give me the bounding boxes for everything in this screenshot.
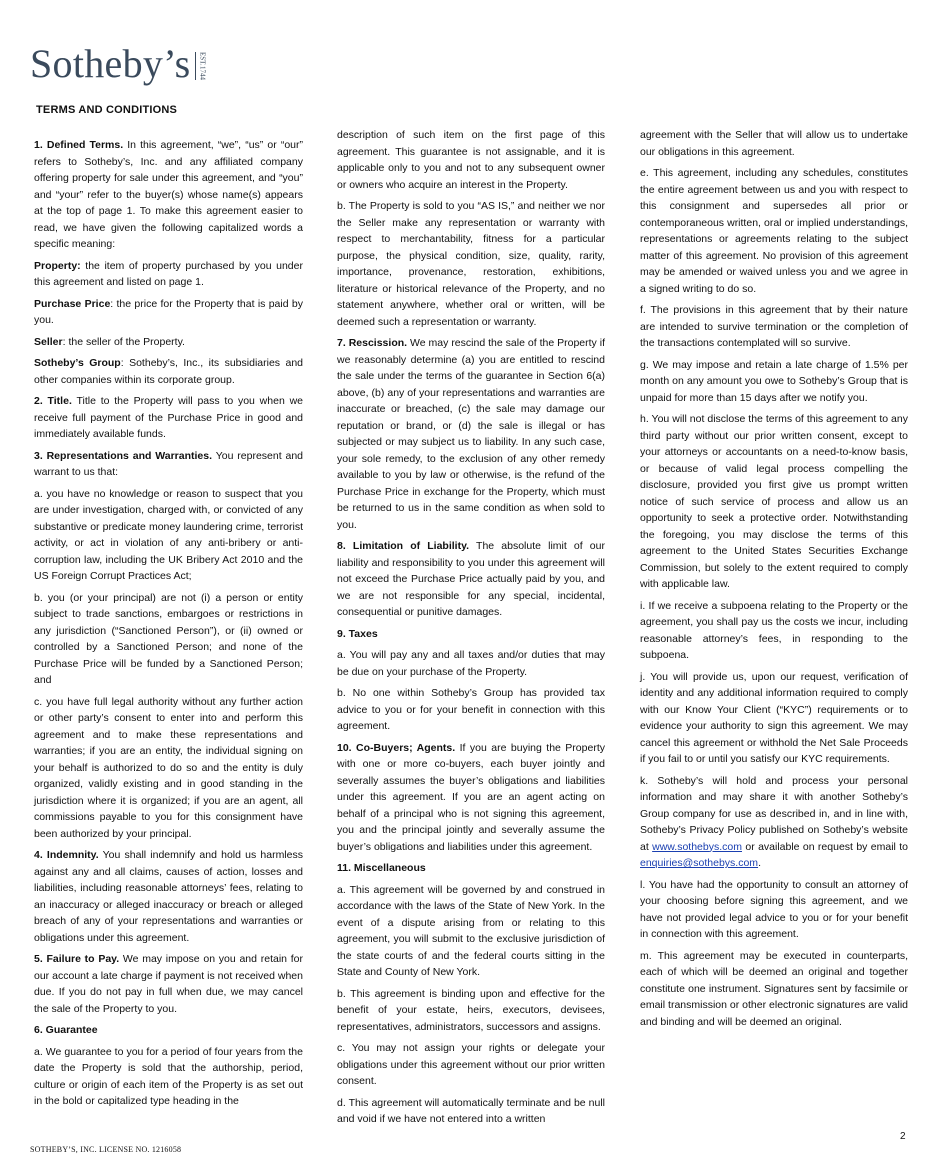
clause-11k: k. Sotheby’s will hold and process your personal information and may share it with another Sotheby’s Group company for use as described in, and in line with, Sotheby’s Privacy Policy published on Sotheby’s website at www.sothebys.com or available on request by email to enquiries@sothebys.com. — [640, 774, 908, 869]
clause-11f: f. The provisions in this agreement that by their nature are intended to survive termination or the completion of the transactions contemplated will so survive. — [640, 304, 908, 349]
logo-established — [195, 52, 206, 80]
logo-wordmark: Sotheby’s — [30, 41, 191, 86]
clause-11m: m. This agreement may be executed in counterparts, each of which will be deemed an original and together constitute one instrument. Signatures sent by facsimile or email transmission or other electronic signatures are valid and binding and will be deemed an original. — [640, 949, 908, 1028]
clause-1: 1. Defined Terms. In this agreement, “we”, “us” or “our” refers to Sotheby’s, Inc. and any affiliated company offering property for sale under this agreement, and “you” and “your” refer to the buyer(s) whose name(s) appears at the top of page 1. To make this agreement easier to read, we have given the following capitalized words a specific meaning: — [34, 139, 303, 250]
column-2 — [337, 127, 605, 1133]
clause-11i: i. If we receive a subpoena relating to the Property or the agreement, you shall pay us the costs we incur, including reasonable attorney’s fees, in responding to the subpoena. — [640, 599, 908, 661]
page-heading: TERMS AND CONDITIONS — [36, 104, 178, 116]
clause-11a: a. This agreement will be governed by and construed in accordance with the laws of the State of New York. In the event of a dispute arising from or relating to this agreement, you will submit to the exclusive jurisdiction of the state courts of and the federal courts sitting in the State and County of New York. — [337, 883, 605, 978]
clause-9: 9. Taxes — [337, 627, 378, 640]
clause-6b: b. The Property is sold to you “AS IS,” and neither we nor the Seller make any representation or warranty with respect to merchantability, fitness for a particular purpose, the physical condition, size, quality, rarity, importance, provenance, restoration, exhibitions, literature or historical relevance of the Property, and no statement anywhere, whether oral or written, will be deemed such a representation or warranty. — [337, 200, 605, 328]
column-1 — [34, 137, 303, 1115]
clause-11j: j. You will provide us, upon our request, verification of identity and any additional information required to comply with our Know Your Client (“KYC”) requirements or to evidence your authority to sign this agreement. We may cancel this agreement or withhold the Net Sale Proceeds if you fail to or until you satisfy our KYC requirements. — [640, 670, 908, 765]
clause-3c: c. you have full legal authority without any further action or other party’s consent to enter into and perform this agreement and to make these representations and warranties; if you are an entity, the individual signing on your behalf is authorized to do so and the entity is duly organized, validly existing and in good standing in the jurisdiction where it is organized; if you are an agent, all commissions payable to you for this consignment have been authorized by your principal. — [34, 695, 303, 840]
clause-5: 5. Failure to Pay. We may impose on you and retain for our account a late charge if payment is not received when due. If you do not pay in full when due, we may cancel the sale of the Property to you. — [34, 953, 303, 1015]
logo-est-label: EST. — [198, 52, 207, 66]
clause-3: 3. Representations and Warranties. You represent and warrant to us that: — [34, 449, 303, 478]
clause-7: 7. Rescission. We may rescind the sale of the Property if we reasonably determine (a) you are entitled to rescind the sale under the terms of the guarantee in Section 6(a) above, (b) any of your representations and warranties are inaccurate or breached, (c) the sale may damage our reputation or brand, or (d) the sale is illegal or has subjected or may subject us to liability. In any such case, your sole remedy, to the exclusion of any other remedy available to you by law or otherwise, is the refund of the Purchase Price in exchange for the Property, which must be returned to us in the same condition as when sold to you. — [337, 337, 605, 531]
def-purchase-price: Purchase Price: the price for the Property that is paid by you. — [34, 297, 303, 326]
clause-6a: a. We guarantee to you for a period of four years from the date the Property is sold that the authorship, period, culture or origin of each item of the Property is as set out in the bold or capitalized type heading in the — [34, 1045, 303, 1107]
clause-4: 4. Indemnity. You shall indemnify and hold us harmless against any and all claims, causes of action, losses and liabilities, including reasonable attorneys’ fees, relating to an inaccuracy or alleged inaccuracy or breach or alleged breach of any of your representations and warranties or obligations under this agreement. — [34, 849, 303, 944]
clause-11e: e. This agreement, including any schedules, constitutes the entire agreement between us and you with respect to this consignment and supersedes all prior or contemporaneous written, oral or implied understandings, representations or agreements relating to the subject matter of this agreement. No provision of this agreement may be amended or waived unless you and we agree in a signed writing to do so. — [640, 167, 908, 295]
clause-11g: g. We may impose and retain a late charge of 1.5% per month on any amount you owe to Sotheby’s Group that is unpaid for more than 15 days after we notify you. — [640, 358, 908, 404]
clause-11: 11. Miscellaneous — [337, 862, 426, 874]
clause-11l: l. You have had the opportunity to consult an attorney of your choosing before signing this agreement, and we have not provided legal advice to you or for your benefit in connection with this agreement. — [640, 878, 908, 940]
sothebys-website-link[interactable]: www.sothebys.com — [652, 840, 742, 853]
clause-6a-cont: description of such item on the first page of this agreement. This guarantee is not assignable, and it is applicable only to you and not to any subsequent owner or owners who acquire an interest in the Property. — [337, 129, 605, 191]
clause-2: 2. Title. Title to the Property will pass to you when we receive full payment of the Purchase Price in good and immediately available funds. — [34, 395, 303, 440]
license-footer: SOTHEBY’S, INC. LICENSE NO. 1216058 — [30, 1145, 182, 1154]
def-sothebys-group: Sotheby’s Group: Sotheby’s, Inc., its subsidiaries and other companies within its corporate group. — [34, 357, 303, 386]
logo-est-year: 1744 — [198, 66, 207, 80]
clause-11c: c. You may not assign your rights or delegate your obligations under this agreement without our prior written consent. — [337, 1042, 605, 1087]
def-property: Property: the item of property purchased by you under this agreement and listed on page 1. — [34, 259, 303, 288]
clause-11d: d. This agreement will automatically terminate and be null and void if we have not entered into a written — [337, 1096, 605, 1125]
clause-8: 8. Limitation of Liability. The absolute limit of our liability and responsibility to you under this agreement will not exceed the Purchase Price actually paid by you, and we are not responsible for any special, incidental, consequential or punitive damages. — [337, 540, 605, 618]
def-seller: Seller: the seller of the Property. — [34, 335, 185, 348]
clause-11b: b. This agreement is binding upon and effective for the benefit of your estate, heirs, executors, devisees, representatives, administrators, successors and assigns. — [337, 987, 605, 1033]
enquiries-email-link[interactable]: enquiries@sothebys.com — [640, 857, 759, 869]
clause-11h: h. You will not disclose the terms of this agreement to any third party without our prior written consent, except to your attorneys or accountants on a need-to-know basis, or because of valid legal process compelling the disclosure, provided you first give us prompt written notice of such service of process and allow us an opportunity to seek a protective order. Notwithstanding the foregoing, you may disclose the terms of this agreement to the United States Securities Exchange Commission, but solely to the extent required to comply with applicable law. — [640, 413, 908, 590]
column-3 — [640, 127, 908, 1035]
clause-9a: a. You will pay any and all taxes and/or duties that may be due on your purchase of the Property. — [337, 649, 605, 678]
clause-3b: b. you (or your principal) are not (i) a person or entity subject to trade sanctions, embargoes or restrictions in any jurisdiction (“Sanctioned Person”), or (ii) owned or controlled by a Sanctioned Person; and none of the Purchase Price will be funded by a Sanctioned Person; and — [34, 591, 303, 686]
page-number: 2 — [900, 1131, 906, 1142]
clause-11d-cont: agreement with the Seller that will allow us to undertake our obligations in this agreement. — [640, 129, 908, 158]
clause-9b: b. No one within Sotheby’s Group has provided tax advice to you or for your benefit in connection with this agreement. — [337, 687, 605, 732]
clause-6: 6. Guarantee — [34, 1024, 98, 1036]
sothebys-logo — [30, 41, 207, 86]
clause-10: 10. Co-Buyers; Agents. If you are buying the Property with one or more co-buyers, each buyer jointly and severally assumes the buyer’s obligations and liabilities under this agreement. If you are an agent acting on behalf of a principal who is not signing this agreement, you and the principal jointly and severally assume the buyer’s obligations and liabilities under this agreement. — [337, 741, 605, 853]
clause-3a: a. you have no knowledge or reason to suspect that you are under investigation, charged with, or convicted of any substantive or predicate money laundering crime, terrorist activity, or act in violation of any anti-bribery or anti-corruption law, including the UK Bribery Act 2010 and the US Foreign Corrupt Practices Act; — [34, 487, 303, 582]
